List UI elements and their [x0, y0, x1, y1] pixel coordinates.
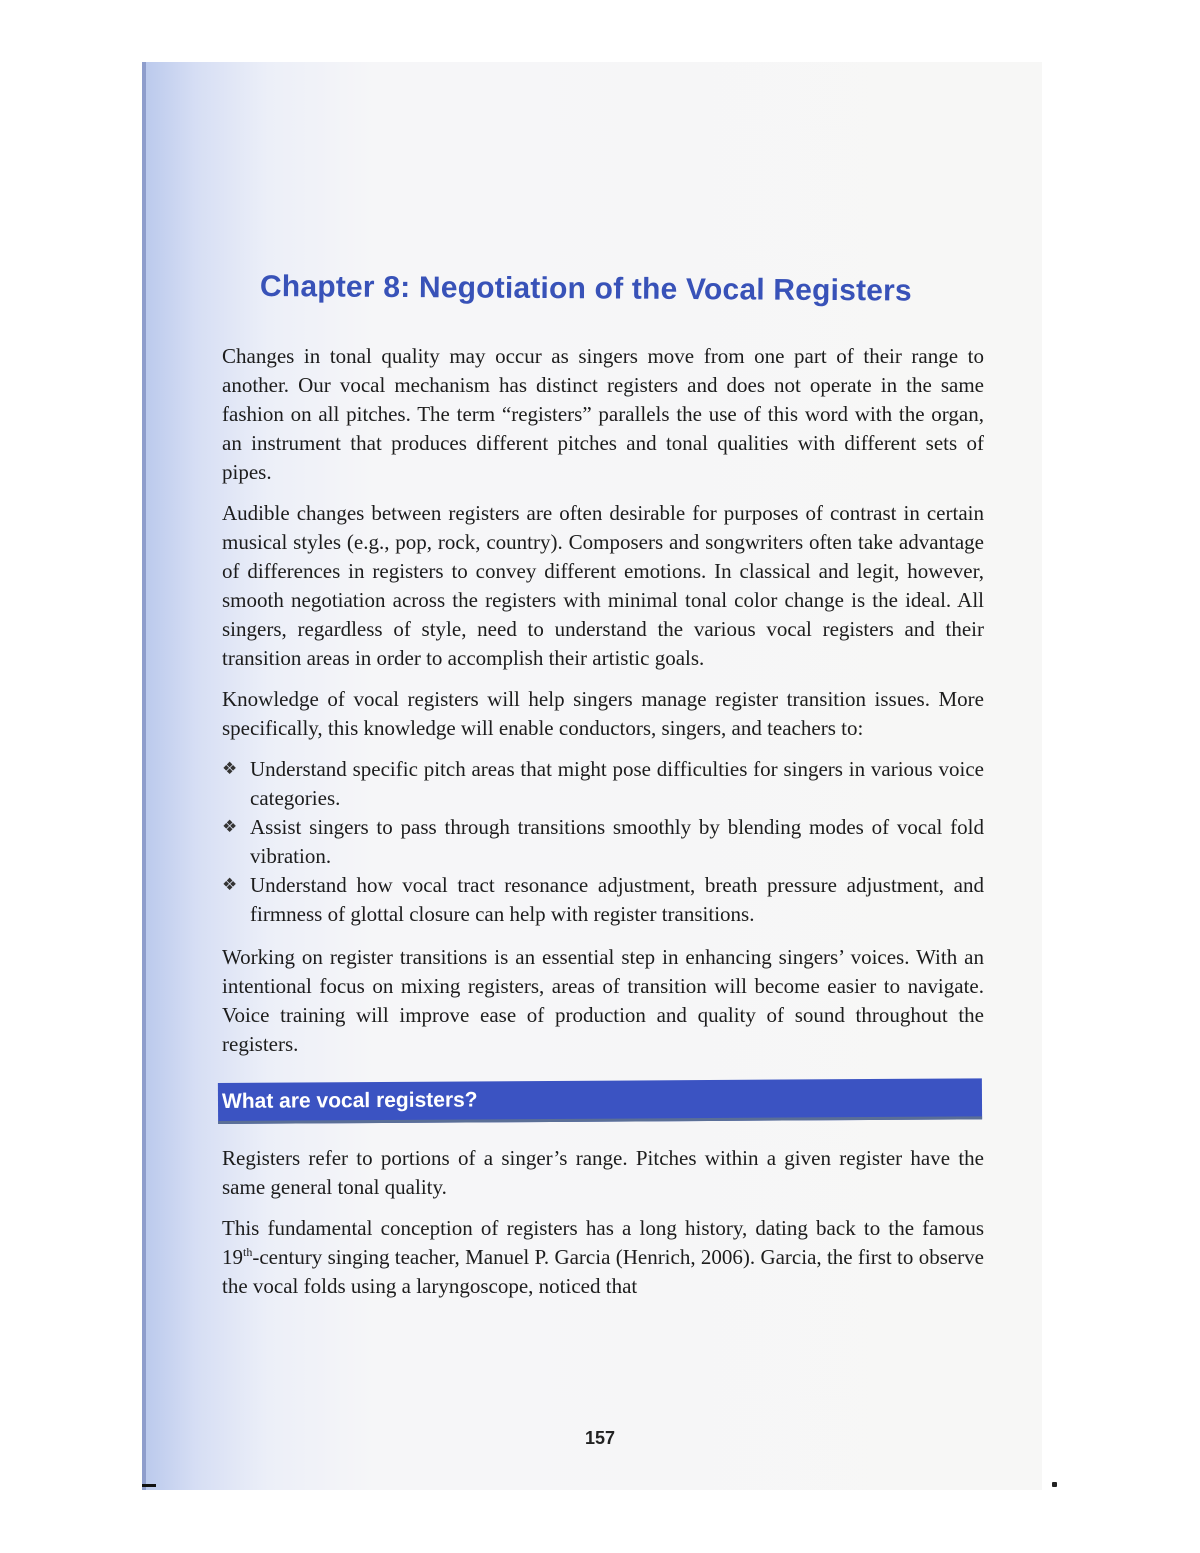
ordinal-superscript: th [243, 1245, 253, 1259]
diamond-bullet-icon: ❖ [222, 875, 238, 895]
scan-mark [1052, 1482, 1057, 1487]
section-paragraph-2-start: This fundamental conception of registers has a long history, dating back to the famous 19 [222, 1216, 984, 1269]
list-item [222, 871, 984, 929]
diamond-bullet-icon: ❖ [222, 759, 238, 779]
section-heading-bar [218, 1078, 982, 1124]
section-paragraph-1: Registers refer to portions of a singer’s range. Pitches within a given register have the same general tonal quality. [222, 1146, 984, 1199]
page-content [222, 270, 984, 1313]
bullet-text: Understand specific pitch areas that might pose difficulties for singers in various voice categories. [250, 757, 984, 810]
chapter-title: Chapter 8: Negotiation of the Vocal Registers [259, 270, 912, 308]
scan-corner-mark [142, 1484, 156, 1487]
section-paragraph-2 [222, 1214, 984, 1301]
intro-paragraph-3: Knowledge of vocal registers will help singers manage register transition issues. More specifically, this knowledge will enable conductors, singers, and teachers to: [222, 687, 984, 740]
section-heading: What are vocal registers? [221, 1088, 478, 1113]
bullet-text: Understand how vocal tract resonance adjustment, breath pressure adjustment, and firmness of glottal closure can help with register transitions. [250, 873, 984, 926]
list-item [222, 755, 984, 813]
page-number: 157 [584, 1428, 616, 1448]
transition-paragraph: Working on register transitions is an essential step in enhancing singers’ voices. With an intentional focus on mixing registers, areas of transition will become easier to navigate. Voice training will improve ease of production and quality of sound throughout the registers. [222, 945, 984, 1056]
section-paragraph-2-end: -century singing teacher, Manuel P. Garcia (Henrich, 2006). Garcia, the first to observe the vocal folds using a laryngoscope, noticed that [222, 1245, 984, 1298]
list-item [222, 813, 984, 871]
intro-paragraph-2: Audible changes between registers are often desirable for purposes of contrast in certain musical styles (e.g., pop, rock, country). Composers and songwriters often take advantage of differences in registers to convey different emotions. In classical and legit, however, smooth negotiation across the registers with minimal tonal color change is the ideal. All singers, regardless of style, need to understand the various vocal registers and their transition areas in order to accomplish their artistic goals. [222, 501, 984, 670]
bullet-list [222, 755, 984, 929]
intro-paragraph-1: Changes in tonal quality may occur as singers move from one part of their range to another. Our vocal mechanism has distinct registers and does not operate in the same fashion on all pitches. The term “registers” parallels the use of this word with the organ, an instrument that produces different pitches and tonal qualities with different sets of pipes. [222, 344, 984, 484]
bullet-text: Assist singers to pass through transitions smoothly by blending modes of vocal fold vibration. [250, 815, 984, 868]
diamond-bullet-icon: ❖ [222, 817, 238, 837]
